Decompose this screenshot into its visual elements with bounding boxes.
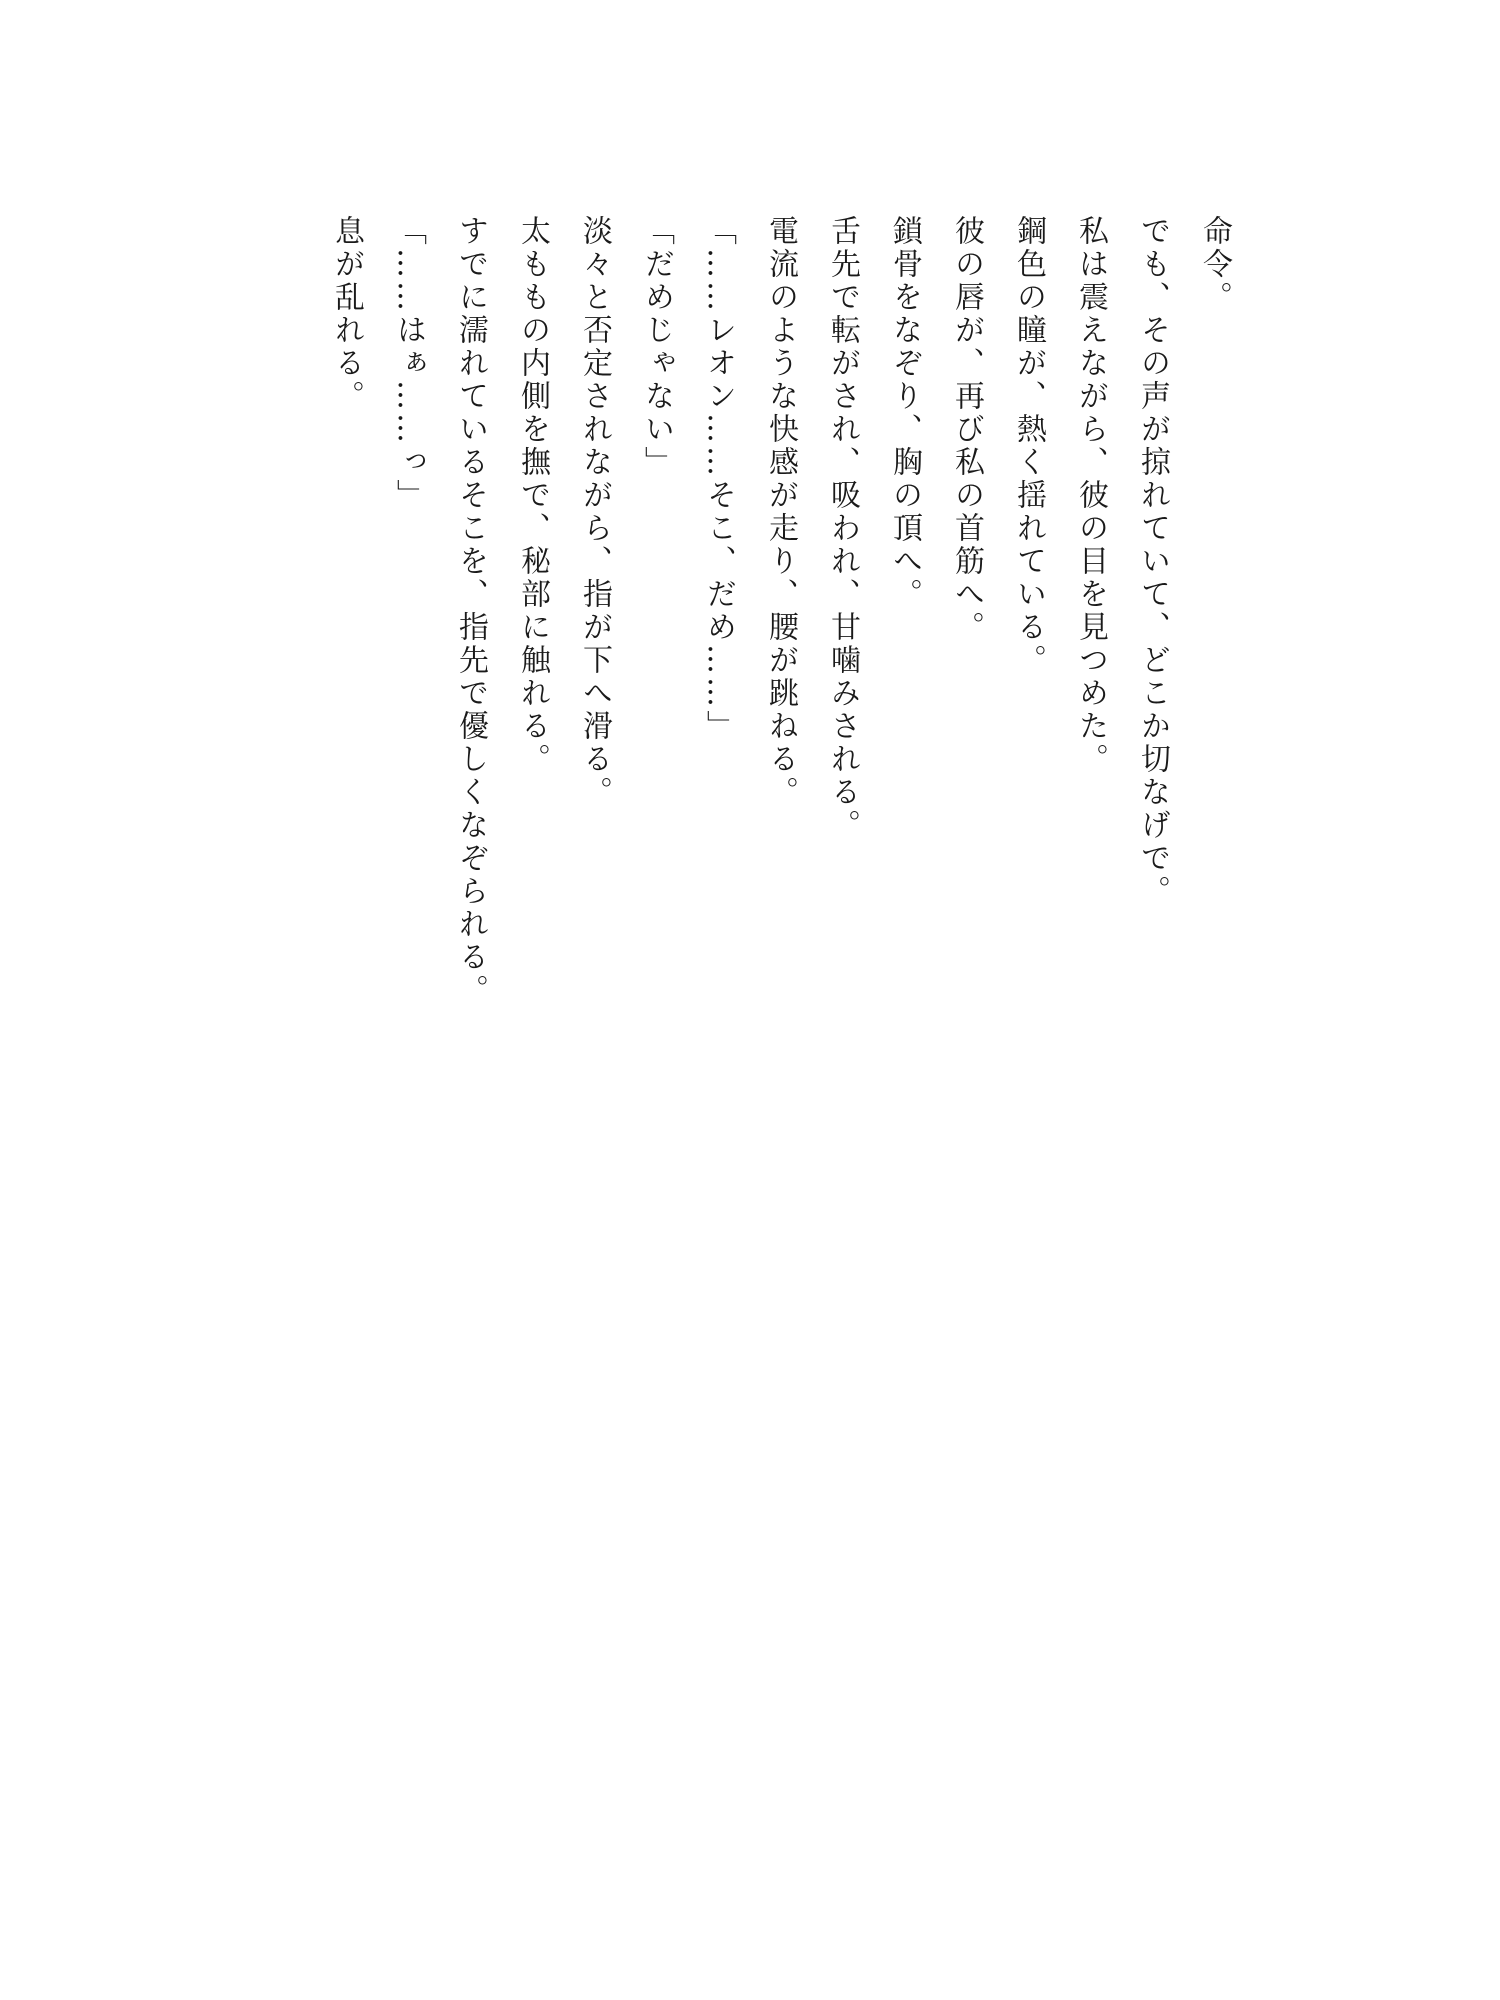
text-line: でも、その声が掠れていて、どこか切なげで。	[1135, 215, 1170, 908]
text-line: 鎖骨をなぞり、胸の頂へ。	[887, 215, 922, 611]
dialogue-line: 「……レオン……そこ、だめ……」	[701, 215, 736, 743]
text-line: 太ももの内側を撫で、秘部に触れる。	[515, 215, 550, 776]
text-line: 私は震えながら、彼の目を見つめた。	[1073, 215, 1108, 776]
text-line: 彼の唇が、再び私の首筋へ。	[949, 215, 984, 644]
text-line: すでに濡れているそこを、指先で優しくなぞられる。	[453, 215, 488, 1007]
text-line: 命令。	[1197, 215, 1232, 314]
text-line: 電流のような快感が走り、腰が跳ねる。	[763, 215, 798, 809]
text-line: 淡々と否定されながら、指が下へ滑る。	[577, 215, 612, 809]
text-line: 舌先で転がされ、吸われ、甘噛みされる。	[825, 215, 860, 842]
dialogue-line: 「……はぁ……っ」	[391, 215, 426, 512]
vertical-text-block	[315, 215, 1245, 1215]
text-line: 鋼色の瞳が、熱く揺れている。	[1011, 215, 1046, 677]
text-line: 息が乱れる。	[329, 215, 364, 413]
dialogue-line: 「だめじゃない」	[639, 215, 674, 479]
